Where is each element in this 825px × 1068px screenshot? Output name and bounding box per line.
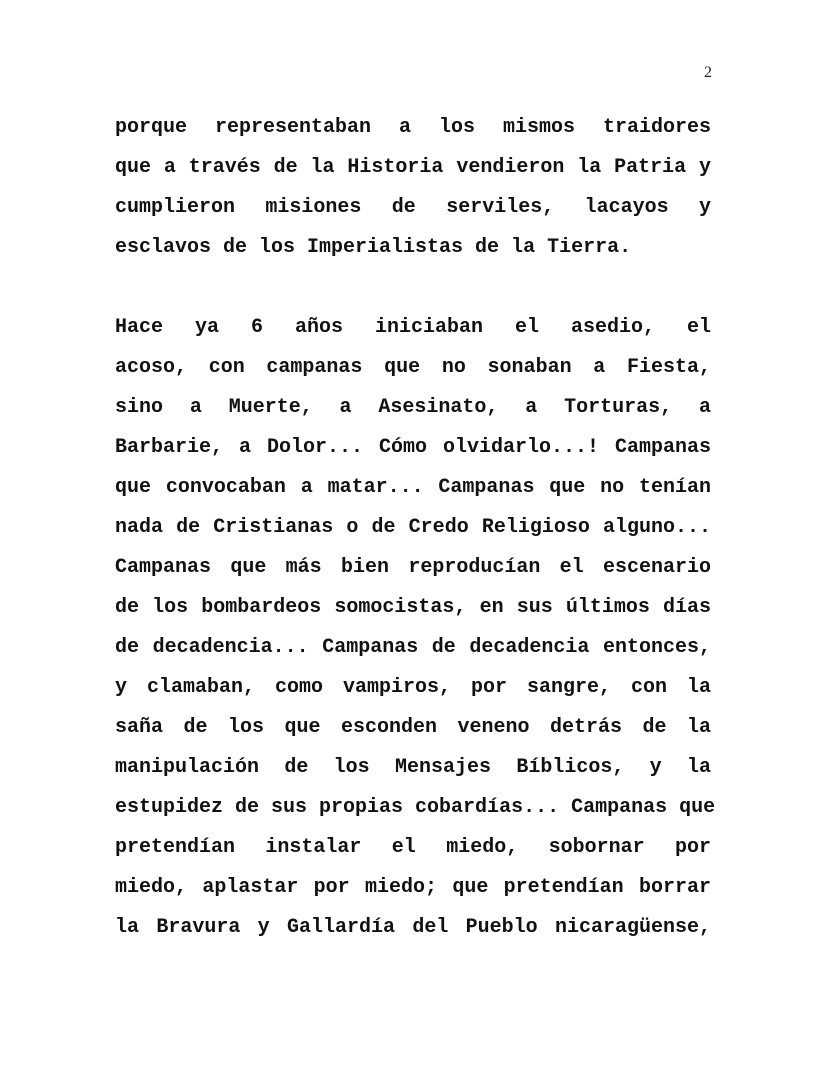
text-line: esclavos de los Imperialistas de la Tierra.	[115, 236, 632, 259]
text-line: porque representaban a los mismos traidores	[115, 116, 711, 139]
text-line: miedo, aplastar por miedo; que pretendían borrar	[115, 876, 711, 899]
text-line: saña de los que esconden veneno detrás de la	[115, 716, 711, 739]
text-line: y clamaban, como vampiros, por sangre, con la	[115, 676, 711, 699]
text-line: la Bravura y Gallardía del Pueblo nicaragüense,	[115, 916, 711, 939]
paragraph-1	[115, 108, 711, 268]
text-line: de los bombardeos somocistas, en sus últimos días	[115, 596, 711, 619]
page-number: 2	[704, 64, 712, 81]
text-line: que convocaban a matar... Campanas que no tenían	[115, 476, 711, 499]
paragraph-2	[115, 308, 716, 948]
text-line: manipulación de los Mensajes Bíblicos, y la	[115, 756, 711, 779]
text-line: estupidez de sus propias cobardías... Campanas que	[115, 796, 716, 819]
text-line: sino a Muerte, a Asesinato, a Torturas, a	[115, 396, 711, 419]
document-body	[115, 108, 716, 948]
text-line: Campanas que más bien reproducían el escenario	[115, 556, 711, 579]
text-line: Barbarie, a Dolor... Cómo olvidarlo...! Campanas	[115, 436, 711, 459]
text-line: acoso, con campanas que no sonaban a Fiesta,	[115, 356, 711, 379]
text-line: de decadencia... Campanas de decadencia entonces,	[115, 636, 711, 659]
text-line: que a través de la Historia vendieron la Patria y	[115, 156, 711, 179]
text-line: cumplieron misiones de serviles, lacayos y	[115, 196, 711, 219]
text-line: nada de Cristianas o de Credo Religioso alguno...	[115, 516, 711, 539]
text-line: pretendían instalar el miedo, sobornar por	[115, 836, 711, 859]
text-line: Hace ya 6 años iniciaban el asedio, el	[115, 316, 711, 339]
